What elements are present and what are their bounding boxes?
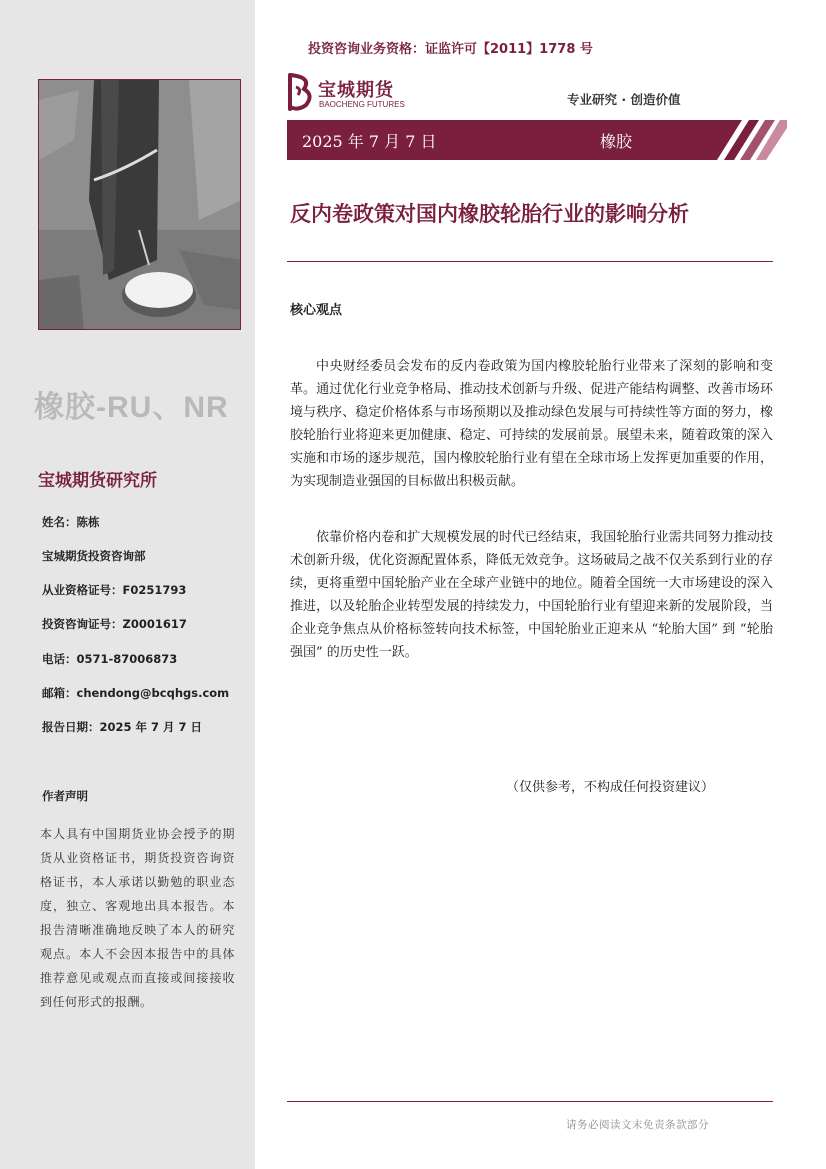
rubber-tree-image <box>39 80 241 330</box>
baocheng-logo-icon <box>286 73 316 111</box>
qualification-number: 从业资格证号：F0251793 <box>42 583 187 597</box>
author-statement-body: 本人具有中国期货业协会授予的期货从业资格证书，期货投资咨询资格证书，本人承诺以勤勉的职业态度，独立、客观地出具本报告。本报告清晰准确地反映了本人的研究观点。本人不会因本报告中的具体推荐意见或观点而直接或间接接收到任何形式的报酬。 <box>40 827 235 1009</box>
author-statement-title: 作者声明 <box>42 789 88 803</box>
phone: 电话：0571-87006873 <box>42 652 178 666</box>
reference-note: （仅供参考，不构成任何投资建议） <box>506 780 715 795</box>
report-date: 报告日期：2025 年 7 月 7 日 <box>42 720 203 734</box>
sidebar <box>0 0 255 1169</box>
paragraph-1: 中央财经委员会发布的反内卷政策为国内橡胶轮胎行业带来了深刻的影响和变革。通过优化行业竞争格局、推动技术创新与升级、促进产能结构调整、改善市场环境与秩序、稳定价格体系与市场预期以及推动绿色发展与可持续性等方面的努力，橡胶轮胎行业将迎来更加健康、稳定、可持续的发展前景。展望未来，随着政策的深入实施和市场的逐步规范，国内橡胶轮胎行业有望在全球市场上发挥更加重要的作用，为实现制造业强国的目标做出积极贡献。 <box>290 359 773 489</box>
author-name: 姓名：陈栋 <box>42 515 100 529</box>
logo-english: BAOCHENG FUTURES <box>319 100 405 109</box>
email: 邮箱：chendong@bcqhgs.com <box>42 686 230 700</box>
license-text: 投资咨询业务资格：证监许可【2011】1778 号 <box>308 42 593 57</box>
footer-divider <box>287 1101 773 1102</box>
section-heading: 核心观点 <box>290 303 343 318</box>
slogan: 专业研究 · 创造价值 <box>567 92 681 107</box>
institute-name: 宝城期货研究所 <box>38 471 157 491</box>
paragraph-2: 依靠价格内卷和扩大规模发展的时代已经结束，我国轮胎行业需共同努力推动技术创新升级，优化资源配置体系，降低无效竞争。这场破局之战不仅关系到行业的存续，更将重塑中国轮胎产业在全球产业链中的地位。随着全国统一大市场建设的深入推进，以及轮胎企业转型发展的持续发力，中国轮胎行业有望迎来新的发展阶段，当企业竞争焦点从价格标签转向技术标签，中国轮胎业正迎来从 “轮胎大国” 到 “轮胎强国” 的历史性一跃。 <box>290 530 773 660</box>
logo-chinese: 宝城期货 <box>318 80 394 101</box>
product-label: 橡胶-RU、NR <box>34 391 229 424</box>
footer-text: 请务必阅读文末免责条款部分 <box>566 1119 709 1131</box>
report-title: 反内卷政策对国内橡胶轮胎行业的影响分析 <box>290 202 689 226</box>
rubber-tree-photo <box>38 79 241 330</box>
title-divider <box>287 261 773 262</box>
banner-date: 2025 年 7 月 7 日 <box>302 132 437 151</box>
consulting-number: 投资咨询证号：Z0001617 <box>42 617 187 631</box>
department: 宝城期货投资咨询部 <box>42 549 146 563</box>
banner-category: 橡胶 <box>600 132 633 151</box>
